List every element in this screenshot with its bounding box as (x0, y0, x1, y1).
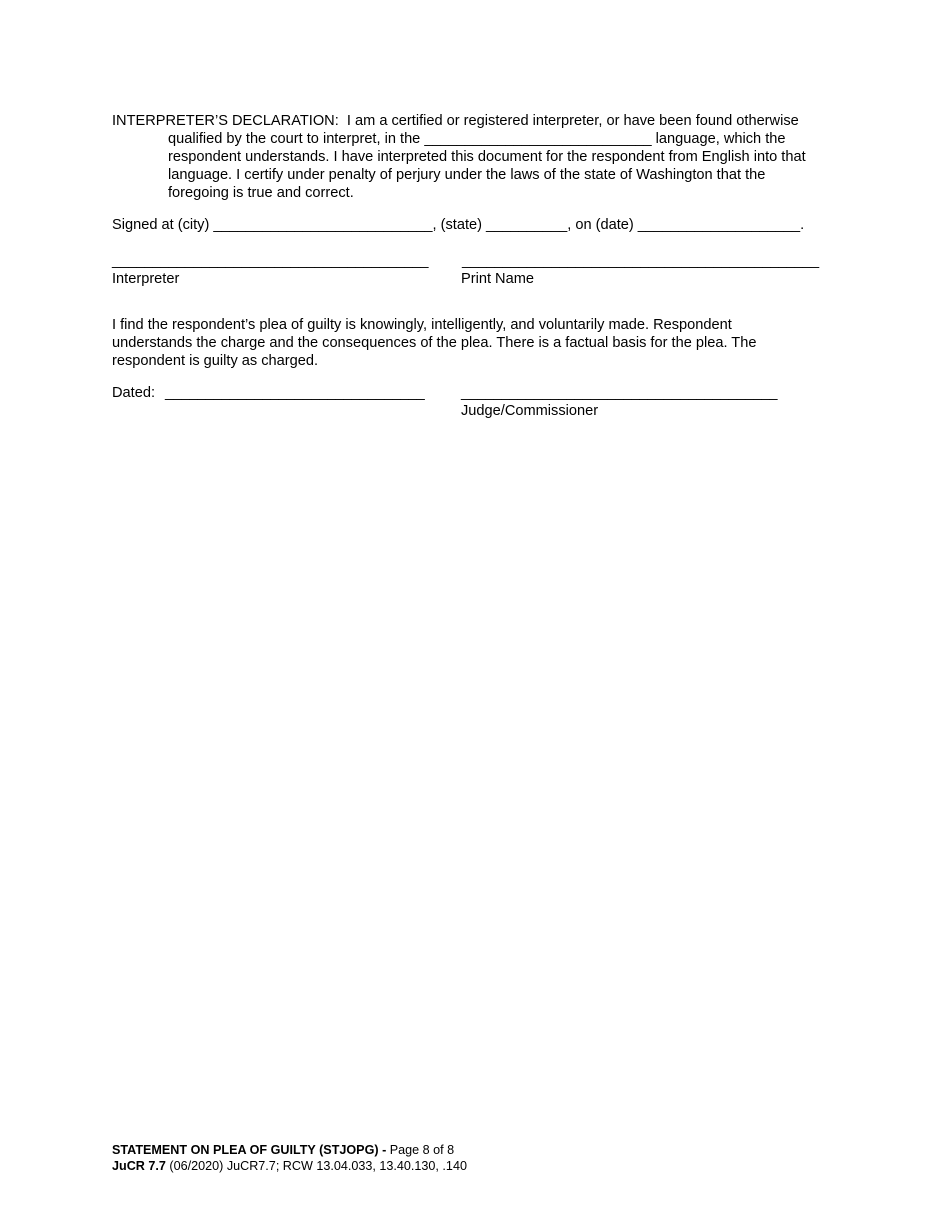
footer-page: Page 8 of 8 (389, 1143, 455, 1157)
declaration-text-1: I am a certified or registered interpreter, or have been found otherwise (346, 113, 799, 129)
footer-citation: (06/2020) JuCR7.7; RCW 13.04.033, 13.40.130, .140 (169, 1159, 467, 1173)
dated-label: Dated: (112, 385, 155, 401)
interpreter-signature-line: _______________________________________ (112, 253, 429, 269)
interpreter-label: Interpreter (112, 271, 180, 287)
finding-line-1: I find the respondent’s plea of guilty is knowingly, intelligently, and voluntarily made. Respondent (112, 317, 732, 333)
print-name-label: Print Name (461, 271, 534, 287)
declaration-line-3: respondent understands. I have interpreted this document for the respondent from English into that (168, 149, 806, 165)
footer-line-2 (112, 1158, 467, 1174)
finding-line-2: understands the charge and the consequences of the plea. There is a factual basis for the plea. The (112, 335, 757, 351)
finding-line-3: respondent is guilty as charged. (112, 353, 319, 369)
footer-rule: JuCR 7.7 (112, 1159, 166, 1173)
signed-at-line: Signed at (city) ___________________________, (state) __________, on (date) ____________________. (112, 217, 805, 233)
footer-line-1 (112, 1142, 454, 1158)
declaration-line-4: language. I certify under penalty of perjury under the laws of the state of Washington that the (168, 167, 766, 183)
print-name-line: ____________________________________________ (462, 253, 820, 269)
judge-label: Judge/Commissioner (461, 403, 599, 419)
footer-title: STATEMENT ON PLEA OF GUILTY (STJOPG) - (112, 1143, 387, 1157)
declaration-line-2: qualified by the court to interpret, in the ____________________________ language, which the (168, 131, 786, 147)
declaration-line-5: foregoing is true and correct. (168, 185, 354, 201)
declaration-line-1 (112, 112, 799, 130)
dated-line: ________________________________ (165, 385, 425, 401)
judge-signature-line: _______________________________________ (461, 385, 778, 401)
declaration-heading: INTERPRETER’S DECLARATION: (112, 113, 339, 129)
